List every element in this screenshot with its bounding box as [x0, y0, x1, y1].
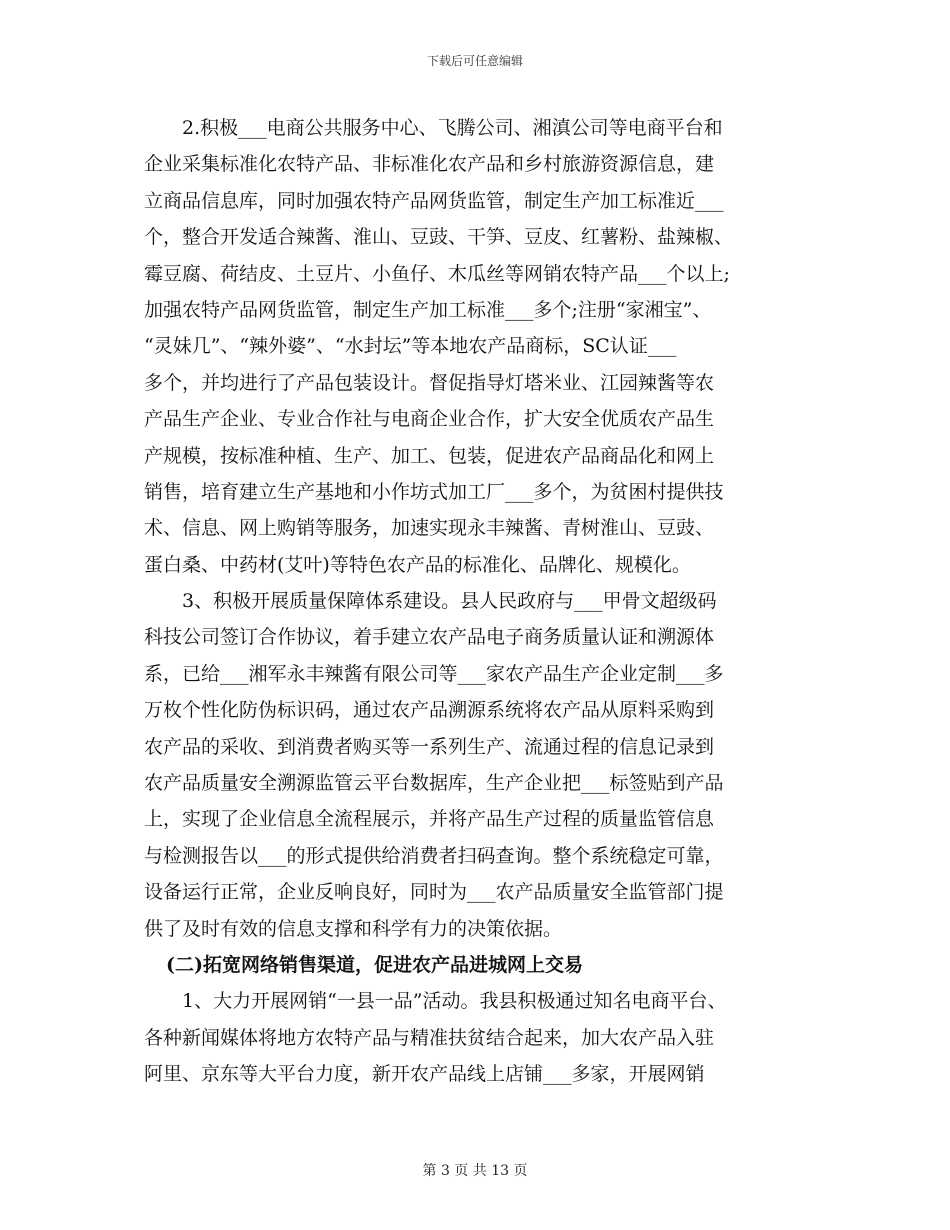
text-line: 农产品的采收、到消费者购买等一系列生产、流通过程的信息记录到 — [144, 735, 715, 758]
text-line: 企业采集标准化农特产品、非标准化农产品和乡村旅游资源信息，建 — [144, 153, 715, 176]
text-line: 立商品信息库，同时加强农特产品网货监管，制定生产加工标准近___ — [144, 189, 724, 212]
section-heading: (二)拓宽网络销售渠道，促进农产品进城网上交易 — [166, 953, 583, 976]
text-line: 3、积极开展质量保障体系建设。县人民政府与___甲骨文超级码 — [182, 590, 717, 613]
text-line: 2.积极___电商公共服务中心、飞腾公司、湘滇公司等电商平台和 — [182, 117, 723, 139]
text-line: 与检测报告以___的形式提供给消费者扫码查询。整个系统稳定可靠， — [144, 844, 724, 867]
text-line: 术、信息、网上购销等服务，加速实现永丰辣酱、青树淮山、豆豉、 — [144, 517, 715, 540]
text-line: 农产品质量安全溯源监管云平台数据库，生产企业把___标签贴到产品 — [144, 772, 724, 795]
text-line: 个，整合开发适合辣酱、淮山、豆豉、干笋、豆皮、红薯粉、盐辣椒、 — [144, 226, 734, 249]
text-line: “灵妹几”、“辣外婆”、“水封坛”等本地农产品商标，SC认证___ — [144, 335, 677, 358]
text-line: 销售，培育建立生产基地和小作坊式加工厂___多个，为贫困村提供技 — [144, 480, 724, 503]
text-line: 1、大力开展网销“一县一品”活动。我县积极通过知名电商平台、 — [182, 990, 727, 1013]
text-line: 产品生产企业、专业合作社与电商企业合作，扩大安全优质农产品生 — [144, 408, 715, 431]
text-line: 多个，并均进行了产品包装设计。督促指导灯塔米业、江园辣酱等农 — [144, 371, 715, 394]
text-line: 各种新闻媒体将地方农特产品与精准扶贫结合起来，加大农产品入驻 — [144, 1026, 715, 1049]
text-line: 科技公司签订合作协议，着手建立农产品电子商务质量认证和溯源体 — [144, 626, 715, 649]
text-line: 蛋白桑、中药材(艾叶)等特色农产品的标准化、品牌化、规模化。 — [144, 553, 691, 576]
text-line: 加强农特产品网货监管，制定生产加工标准___多个;注册“家湘宝”、 — [144, 298, 712, 321]
text-line: 上，实现了企业信息全流程展示，并将产品生产过程的质量监管信息 — [144, 808, 715, 831]
document-body — [144, 110, 808, 1093]
text-line: 产规模，按标准种植、生产、加工、包装，促进农产品商品化和网上 — [144, 444, 715, 467]
text-line: 霉豆腐、荷结皮、土豆片、小鱼仔、木瓜丝等网销农特产品___个以上; — [144, 262, 730, 285]
text-line: 供了及时有效的信息支撑和科学有力的决策依据。 — [144, 917, 563, 940]
page-footer: 第 3 页 共 13 页 — [422, 1163, 528, 1179]
text-line: 阿里、京东等大平台力度，新开农产品线上店铺___多家，开展网销 — [144, 1063, 705, 1086]
text-line: 万枚个性化防伪标识码，通过农产品溯源系统将农产品从原料采购到 — [144, 699, 715, 722]
text-line: 设备运行正常，企业反响良好，同时为___农产品质量安全监管部门提 — [144, 881, 724, 904]
text-line: 系，已给___湘军永丰辣酱有限公司等___家农产品生产企业定制___多 — [144, 662, 724, 685]
page-header: 下载后可任意编辑 — [426, 54, 523, 68]
